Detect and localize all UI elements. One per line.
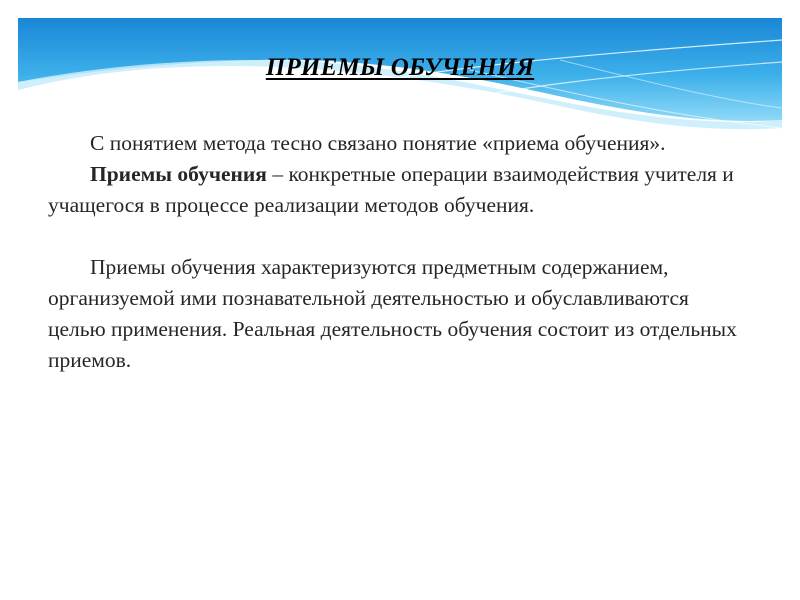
- paragraph-spacer: [48, 221, 748, 252]
- paragraph-1: С понятием метода тесно связано понятие «приема обучения».: [90, 131, 666, 155]
- slide-body: [48, 128, 748, 376]
- paragraph-3: Приемы обучения характеризуются предметным содержанием, организуемой ими познавательной деятельностью и обуславливаются целью применения. Реальная деятельность обучения состоит из отдельных приемов.: [48, 255, 737, 372]
- slide-title: ПРИЕМЫ ОБУЧЕНИЯ: [265, 54, 535, 81]
- paragraph-2-text: – конкретные операции взаимодействия учителя и учащегося в процессе реализации методов обучения.: [48, 162, 734, 217]
- paragraph-2: [48, 159, 748, 221]
- term-bold: Приемы обучения: [90, 162, 267, 186]
